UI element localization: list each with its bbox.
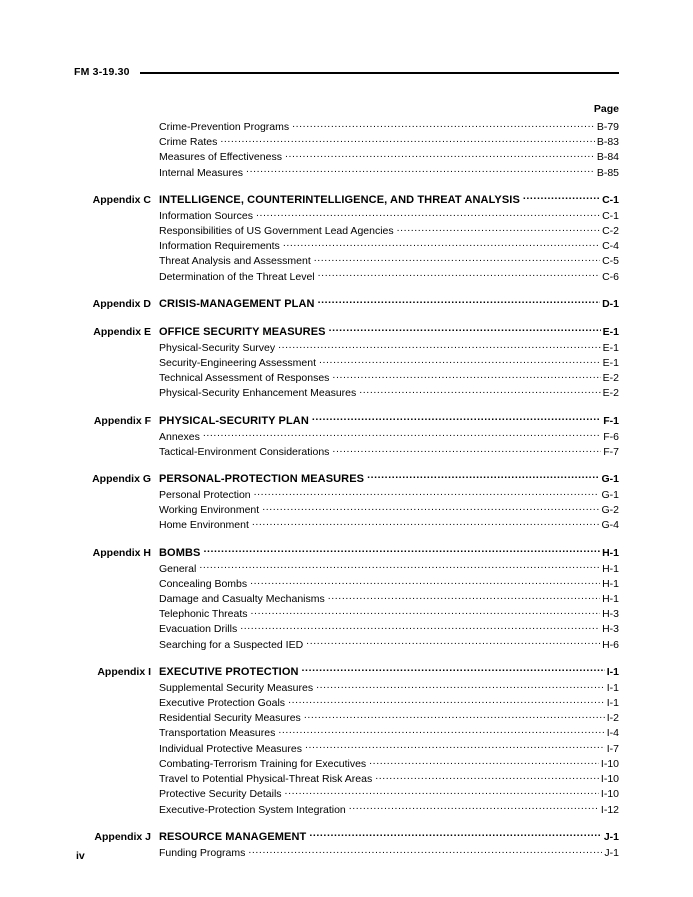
toc-entry-row[interactable] <box>74 577 619 592</box>
toc-leader-dots <box>369 757 599 767</box>
toc-page-number: H-1 <box>602 562 619 575</box>
toc-page-number: H-1 <box>602 546 619 559</box>
toc-entry-row[interactable] <box>74 270 619 285</box>
toc-entry-row[interactable] <box>74 224 619 239</box>
toc-leader-dots <box>304 711 605 721</box>
toc-appendix-title: PHYSICAL-SECURITY PLAN <box>159 414 309 427</box>
toc-leader-dots <box>306 638 600 648</box>
toc-entry-row[interactable] <box>74 681 619 696</box>
toc-group-spacer <box>74 460 619 471</box>
toc-entry-row[interactable] <box>74 386 619 401</box>
toc-leader-dots <box>328 592 600 602</box>
toc-entry-title: Physical-Security Enhancement Measures <box>159 387 357 400</box>
toc-leader-dots <box>283 239 600 249</box>
toc-entry-title: Security-Engineering Assessment <box>159 357 316 370</box>
toc-entry-title: Physical-Security Survey <box>159 341 276 354</box>
toc-entry-title: Combating-Terrorism Training for Executives <box>159 757 367 770</box>
toc-entry-title: Transportation Measures <box>159 727 276 740</box>
toc-leader-dots <box>278 726 604 736</box>
toc-appendix-title: PERSONAL-PROTECTION MEASURES <box>159 473 365 486</box>
toc-leader-dots <box>367 472 599 482</box>
toc-appendix-row[interactable] <box>74 192 619 209</box>
toc-entry-title: Funding Programs <box>159 846 246 859</box>
toc-appendix-label: Appendix J <box>94 830 151 843</box>
toc-group-spacer <box>74 534 619 545</box>
toc-entry-row[interactable] <box>74 742 619 757</box>
toc-group-spacer <box>74 181 619 192</box>
toc-appendix-title: EXECUTIVE PROTECTION <box>159 665 299 678</box>
toc-leader-dots <box>251 607 601 617</box>
toc-entry-title: Working Environment <box>159 504 260 517</box>
toc-leader-dots <box>278 341 601 351</box>
toc-entry-row[interactable] <box>74 503 619 518</box>
toc-page-number: B-83 <box>596 136 619 149</box>
toc-entry-row[interactable] <box>74 150 619 165</box>
toc-entry-row[interactable] <box>74 341 619 356</box>
toc-leader-dots <box>316 681 605 691</box>
toc-entry-title: Personal Protection <box>159 489 251 502</box>
toc-leader-dots <box>252 518 600 528</box>
toc-group <box>74 402 619 460</box>
toc-entry-title: Residential Security Measures <box>159 712 301 725</box>
toc-group <box>74 313 619 402</box>
toc-entry-row[interactable] <box>74 430 619 445</box>
toc-appendix-label: Appendix D <box>92 297 151 310</box>
toc-appendix-row[interactable] <box>74 413 619 430</box>
toc-leader-dots <box>312 414 601 424</box>
toc-entry-row[interactable] <box>74 757 619 772</box>
toc-leader-dots <box>349 803 599 813</box>
toc-entry-row[interactable] <box>74 135 619 150</box>
toc-page-number: B-85 <box>596 166 619 179</box>
toc-entry-title: Executive-Protection System Integration <box>159 803 346 816</box>
toc-appendix-label: Appendix F <box>93 414 151 427</box>
toc-leader-dots <box>318 270 600 280</box>
toc-group-spacer <box>74 402 619 413</box>
toc-entry-title: Determination of the Threat Level <box>159 270 315 283</box>
footer-page-number: iv <box>76 850 85 862</box>
manual-number: FM 3-19.30 <box>74 66 130 78</box>
toc-page-number: H-6 <box>602 638 619 651</box>
page-header <box>74 66 619 78</box>
toc-appendix-title: BOMBS <box>159 546 201 559</box>
toc-appendix-row[interactable] <box>74 829 619 846</box>
toc-leader-dots <box>309 830 601 840</box>
toc-page-number: I-2 <box>606 712 619 725</box>
toc-appendix-label: Appendix E <box>93 325 151 338</box>
toc-page-number: B-79 <box>596 121 619 133</box>
toc-entry-title: Information Requirements <box>159 240 280 253</box>
toc-page-number: E-2 <box>602 387 619 400</box>
toc-leader-dots <box>359 386 600 396</box>
toc-entry-row[interactable] <box>74 254 619 269</box>
toc-entry-title: Measures of Effectiveness <box>159 151 282 164</box>
toc-entry-row[interactable] <box>74 592 619 607</box>
toc-entry-row[interactable] <box>74 638 619 653</box>
toc-entry-title: Evacuation Drills <box>159 623 238 636</box>
toc-page-number: I-10 <box>600 788 619 801</box>
toc-leader-dots <box>523 193 600 203</box>
toc-leader-dots <box>302 665 605 675</box>
toc-group-spacer <box>74 313 619 324</box>
toc-leader-dots <box>375 772 599 782</box>
toc-leader-dots <box>262 503 599 513</box>
toc-leader-dots <box>314 254 600 264</box>
toc-leader-dots <box>292 120 595 130</box>
toc-entry-title: Technical Assessment of Responses <box>159 372 330 385</box>
toc-group <box>74 653 619 818</box>
toc-page-number: F-6 <box>603 430 619 443</box>
toc-entry-title: Protective Security Details <box>159 788 282 801</box>
toc-group <box>74 120 619 181</box>
toc-page-number: G-1 <box>601 473 619 486</box>
toc-entry-row[interactable] <box>74 622 619 637</box>
toc-entry-title: Crime Rates <box>159 136 218 149</box>
toc-appendix-label: Appendix I <box>97 665 151 678</box>
toc-entry-title: Damage and Casualty Mechanisms <box>159 593 325 606</box>
toc-group-spacer <box>74 653 619 664</box>
toc-leader-dots <box>285 150 595 160</box>
toc-leader-dots <box>319 356 601 366</box>
toc-page-number: I-1 <box>606 697 619 710</box>
toc-entry-row[interactable] <box>74 445 619 460</box>
toc-page-number: J-1 <box>604 846 619 859</box>
toc-entry-title: Tactical-Environment Considerations <box>159 445 330 458</box>
toc-page-number: C-4 <box>602 240 619 253</box>
toc-entry-title: Information Sources <box>159 209 253 222</box>
toc-entry-row[interactable] <box>74 120 619 135</box>
toc-group-spacer <box>74 818 619 829</box>
toc-entry-title: Home Environment <box>159 519 249 532</box>
table-of-contents <box>74 120 619 861</box>
toc-appendix-row[interactable] <box>74 324 619 341</box>
toc-entry-row[interactable] <box>74 772 619 787</box>
toc-page-number: I-7 <box>606 742 619 755</box>
toc-entry-row[interactable] <box>74 562 619 577</box>
toc-page-number: E-2 <box>602 372 619 385</box>
toc-group-spacer <box>74 285 619 296</box>
toc-leader-dots <box>397 224 600 234</box>
toc-page-number: J-1 <box>603 830 619 843</box>
toc-page-number: I-1 <box>606 681 619 694</box>
toc-appendix-title: RESOURCE MANAGEMENT <box>159 830 307 843</box>
toc-entry-title: Searching for a Suspected IED <box>159 638 304 651</box>
toc-page-number: E-1 <box>602 357 619 370</box>
toc-appendix-label: Appendix G <box>92 473 151 486</box>
toc-entry-row[interactable] <box>74 726 619 741</box>
toc-entry-title: Executive Protection Goals <box>159 697 286 710</box>
toc-entry-row[interactable] <box>74 607 619 622</box>
toc-entry-row[interactable] <box>74 371 619 386</box>
toc-entry-title: Travel to Potential Physical-Threat Risk Areas <box>159 773 373 786</box>
toc-leader-dots <box>199 562 600 572</box>
toc-appendix-row[interactable] <box>74 296 619 313</box>
toc-entry-row[interactable] <box>74 166 619 181</box>
toc-appendix-title: CRISIS-MANAGEMENT PLAN <box>159 297 315 310</box>
toc-page-number: C-6 <box>602 270 619 283</box>
toc-leader-dots <box>220 135 594 145</box>
page-column-header: Page <box>593 103 619 115</box>
toc-page-number: H-3 <box>602 623 619 636</box>
toc-entry-title: Threat Analysis and Assessment <box>159 255 311 268</box>
toc-group <box>74 181 619 285</box>
toc-appendix-title: OFFICE SECURITY MEASURES <box>159 325 326 338</box>
toc-entry-row[interactable] <box>74 696 619 711</box>
toc-page-number: I-12 <box>600 803 619 816</box>
toc-entry-title: Individual Protective Measures <box>159 742 302 755</box>
toc-page-number: I-1 <box>606 665 619 678</box>
toc-page-number: G-2 <box>601 504 619 517</box>
toc-leader-dots <box>240 622 600 632</box>
toc-leader-dots <box>285 787 599 797</box>
toc-group <box>74 534 619 653</box>
toc-entry-title: Telephonic Threats <box>159 608 248 621</box>
toc-page-number: I-4 <box>606 727 619 740</box>
toc-appendix-label: Appendix C <box>92 193 151 206</box>
toc-appendix-row[interactable] <box>74 471 619 488</box>
toc-page-number: F-7 <box>603 445 619 458</box>
toc-entry-title: Annexes <box>159 430 200 443</box>
toc-leader-dots <box>288 696 605 706</box>
toc-entry-title: Crime-Prevention Programs <box>159 121 290 133</box>
toc-leader-dots <box>203 546 600 556</box>
toc-entry-row[interactable] <box>74 846 619 861</box>
toc-entry-row[interactable] <box>74 711 619 726</box>
header-divider <box>140 72 619 74</box>
toc-entry-title: Responsibilities of US Government Lead Agencies <box>159 225 394 238</box>
toc-entry-row[interactable] <box>74 209 619 224</box>
toc-entry-title: General <box>159 562 197 575</box>
toc-leader-dots <box>248 846 602 856</box>
toc-page-number: C-1 <box>602 209 619 222</box>
toc-page-number: I-10 <box>600 773 619 786</box>
toc-page-number: C-2 <box>602 225 619 238</box>
toc-page-number: I-10 <box>600 757 619 770</box>
toc-appendix-row[interactable] <box>74 664 619 681</box>
toc-page-number: H-1 <box>602 593 619 606</box>
toc-leader-dots <box>305 742 605 752</box>
toc-leader-dots <box>250 577 600 587</box>
toc-group <box>74 818 619 861</box>
toc-appendix-label: Appendix H <box>92 546 151 559</box>
toc-appendix-title: INTELLIGENCE, COUNTERINTELLIGENCE, AND THREAT ANALYSIS <box>159 193 520 206</box>
toc-entry-row[interactable] <box>74 488 619 503</box>
toc-leader-dots <box>318 297 600 307</box>
toc-appendix-row[interactable] <box>74 545 619 562</box>
toc-entry-row[interactable] <box>74 787 619 802</box>
toc-entry-title: Supplemental Security Measures <box>159 681 314 694</box>
toc-leader-dots <box>256 209 600 219</box>
toc-page-number: H-3 <box>602 608 619 621</box>
toc-entry-row[interactable] <box>74 803 619 818</box>
toc-page-number: G-1 <box>601 489 619 502</box>
toc-page-number: D-1 <box>602 297 619 310</box>
toc-leader-dots <box>246 166 595 176</box>
toc-leader-dots <box>254 488 600 498</box>
toc-page-number: C-5 <box>602 255 619 268</box>
toc-leader-dots <box>203 430 601 440</box>
toc-page-number: E-1 <box>602 341 619 354</box>
toc-page-number: G-4 <box>601 519 619 532</box>
toc-leader-dots <box>332 371 600 381</box>
toc-page-number: H-1 <box>602 577 619 590</box>
toc-page-number: B-84 <box>596 151 619 164</box>
toc-leader-dots <box>329 325 601 335</box>
toc-page-number: C-1 <box>602 193 619 206</box>
toc-entry-row[interactable] <box>74 518 619 533</box>
toc-leader-dots <box>332 445 601 455</box>
toc-page-number: E-1 <box>602 325 619 338</box>
toc-entry-title: Internal Measures <box>159 166 244 179</box>
toc-entry-title: Concealing Bombs <box>159 577 248 590</box>
toc-group <box>74 460 619 534</box>
toc-group <box>74 285 619 313</box>
toc-entry-row[interactable] <box>74 239 619 254</box>
toc-page-number: F-1 <box>603 414 619 427</box>
toc-entry-row[interactable] <box>74 356 619 371</box>
